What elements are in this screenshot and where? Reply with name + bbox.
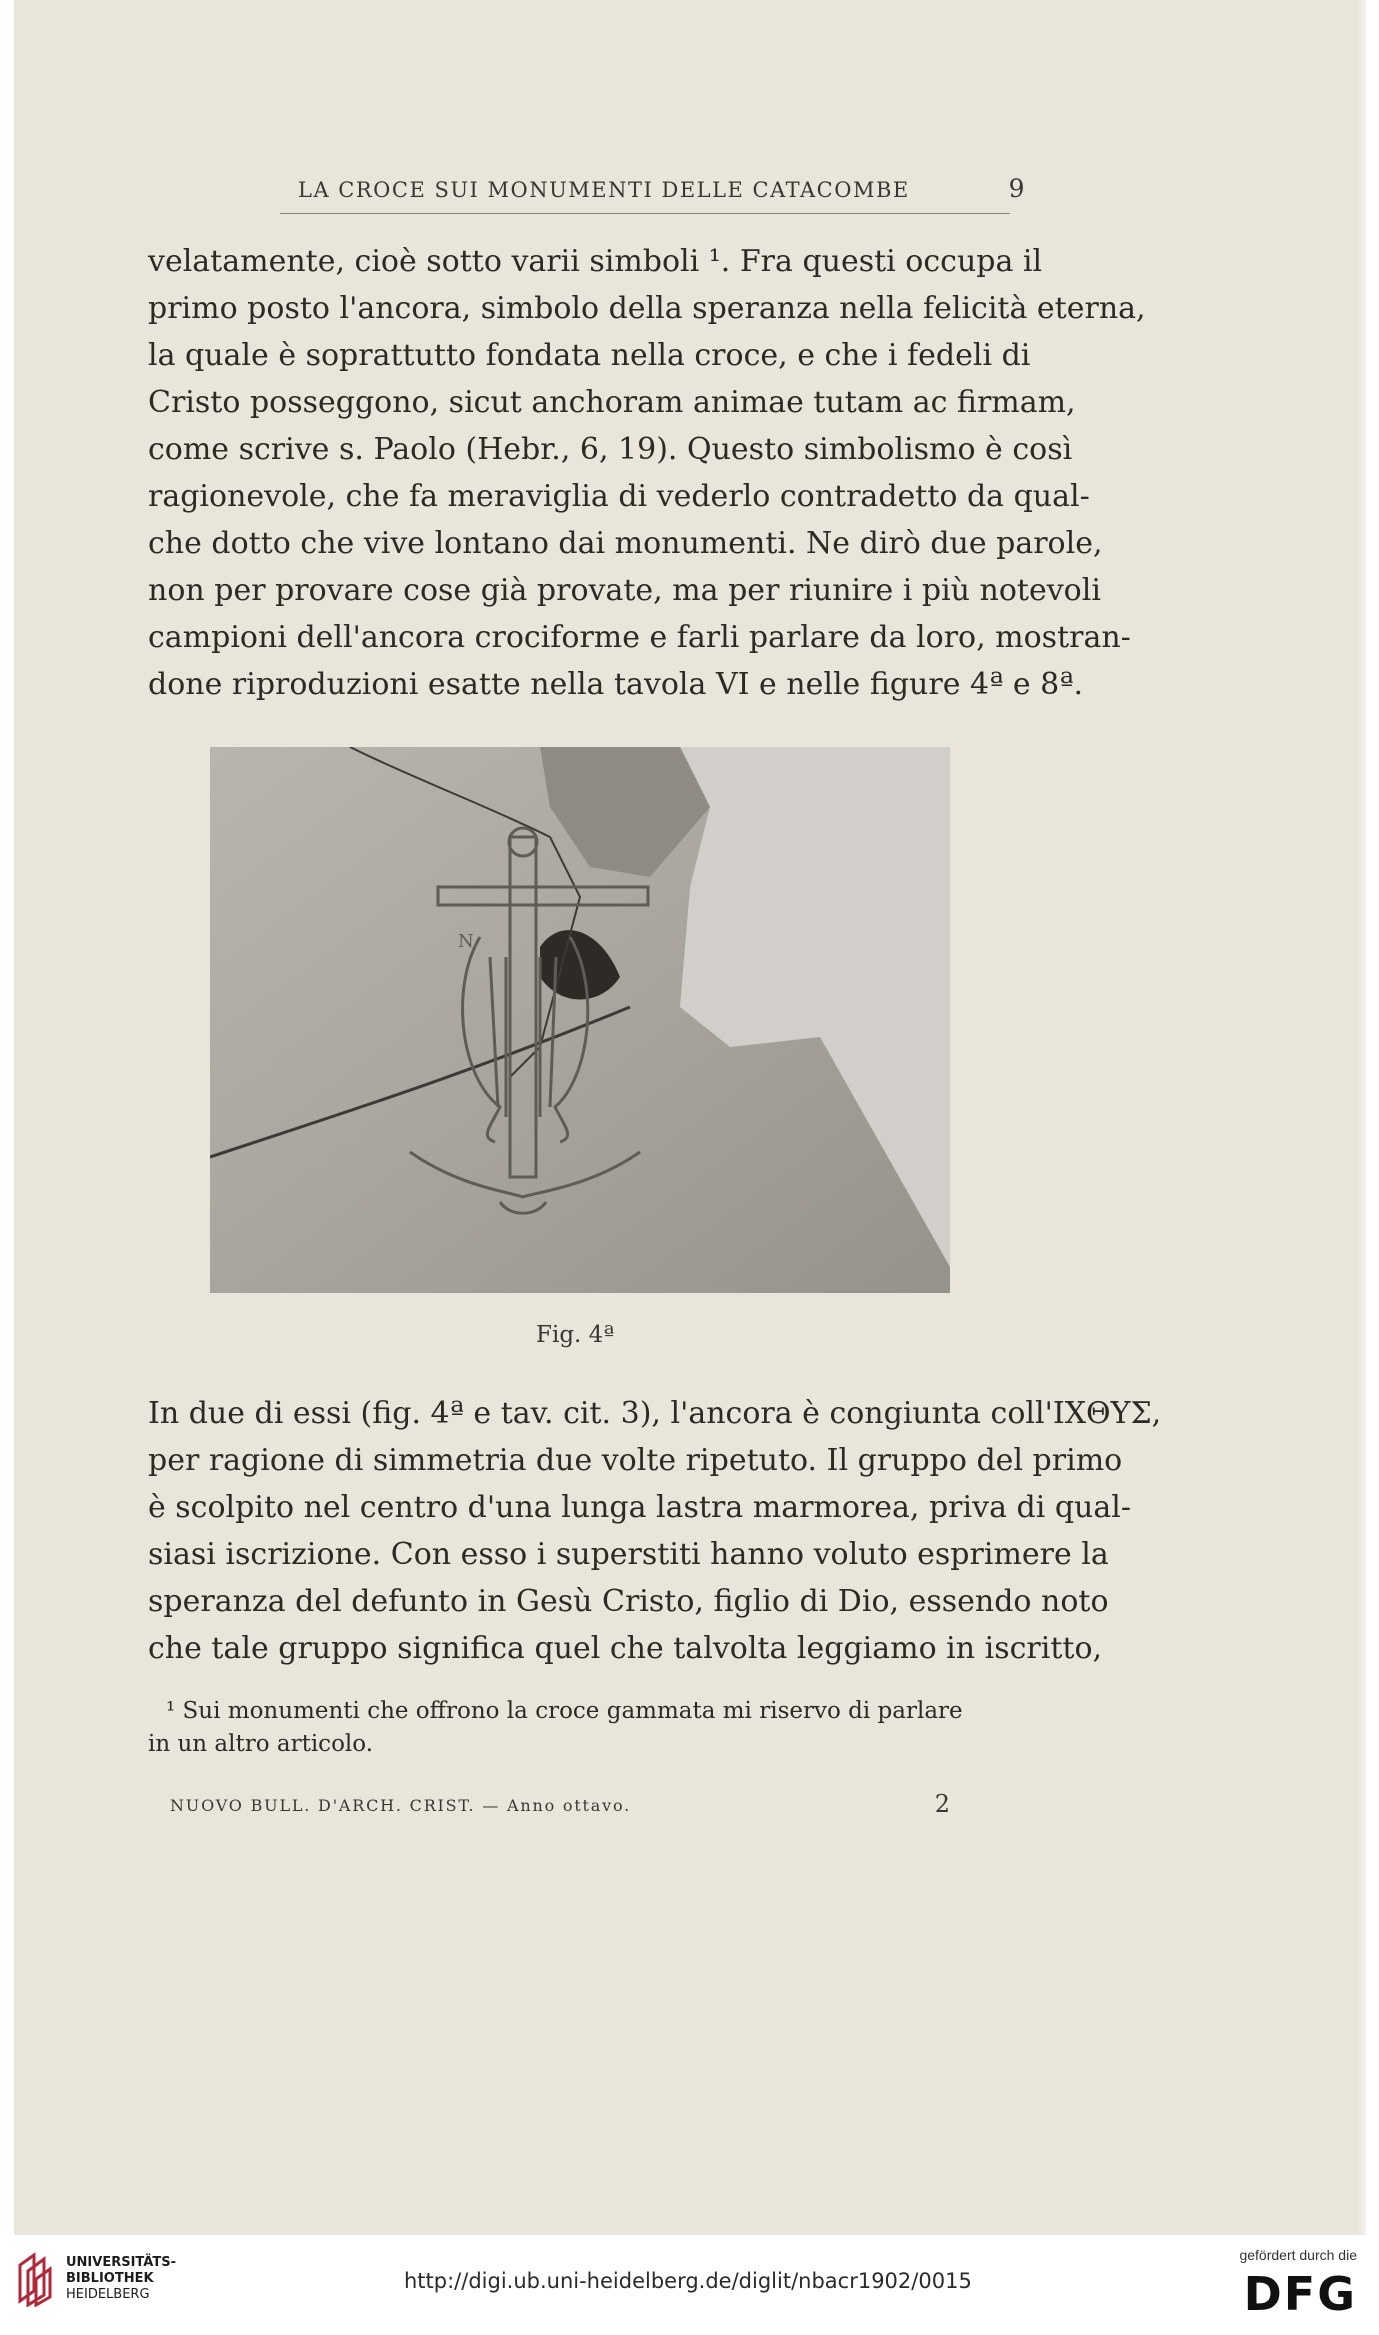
figure-caption: Fig. 4ª <box>536 1322 615 1348</box>
text-line: è scolpito nel centro d'una lunga lastra marmorea, priva di qual- <box>148 1490 1131 1525</box>
library-logo[interactable] <box>14 2251 176 2307</box>
printer-signature <box>170 1790 950 1818</box>
library-name-line: HEIDELBERG <box>66 2287 150 2302</box>
svg-text:Ν: Ν <box>458 931 474 952</box>
paragraph-1 <box>148 238 1146 708</box>
text-line: siasi iscrizione. Con esso i superstiti hanno voluto esprimere la <box>148 1537 1109 1572</box>
text-line: non per provare cose già provate, ma per riunire i più notevoli <box>148 573 1101 608</box>
permalink-url[interactable]: http://digi.ub.uni-heidelberg.de/diglit/nbacr1902/0015 <box>404 2269 972 2293</box>
figure-photograph <box>210 747 950 1293</box>
text-line: Cristo posseggono, sicut anchoram animae tutam ac firmam, <box>148 385 1076 420</box>
funding-block <box>1239 2247 1357 2321</box>
marble-slab-anchor-fish-icon <box>210 747 950 1293</box>
text-line: ragionevole, che fa meraviglia di vederlo contradetto da qual- <box>148 479 1090 514</box>
footnote-line: ¹ Sui monumenti che offrono la croce gammata mi riservo di parlare <box>166 1698 963 1724</box>
dfg-logo-icon[interactable]: DFG <box>1243 2267 1357 2321</box>
text-line: velatamente, cioè sotto varii simboli ¹. Fra questi occupa il <box>148 244 1043 279</box>
library-name-line: UNIVERSITÄTS- <box>66 2255 176 2270</box>
header-rule <box>280 213 1010 214</box>
funding-label: gefördert durch die <box>1239 2247 1357 2263</box>
text-line: la quale è soprattutto fondata nella croce, e che i fedeli di <box>148 338 1031 373</box>
text-line: In due di essi (fig. 4ª e tav. cit. 3), l'ancora è congiunta coll'ΙΧΘΥΣ, <box>148 1396 1162 1431</box>
text-line: done riproduzioni esatte nella tavola VI e nelle figure 4ª e 8ª. <box>148 667 1084 702</box>
text-line: come scrive s. Paolo (Hebr., 6, 19). Questo simbolismo è così <box>148 432 1073 467</box>
text-line: campioni dell'ancora crociforme e farli parlare da loro, mostran- <box>148 620 1131 655</box>
page-number: 9 <box>1008 174 1026 203</box>
viewer-footer <box>0 2235 1379 2335</box>
running-title: LA CROCE SUI MONUMENTI DELLE CATACOMBE <box>298 178 910 202</box>
text-line: che dotto che vive lontano dai monumenti. Ne dirò due parole, <box>148 526 1103 561</box>
signature-text: NUOVO BULL. D'ARCH. CRIST. — Anno ottavo. <box>170 1796 631 1815</box>
text-line: per ragione di simmetria due volte ripetuto. Il gruppo del primo <box>148 1443 1123 1478</box>
text-line: speranza del defunto in Gesù Cristo, figlio di Dio, essendo noto <box>148 1584 1109 1619</box>
signature-number: 2 <box>934 1790 950 1818</box>
heidelberg-library-logo-icon <box>14 2251 56 2307</box>
footnote <box>148 1695 1008 1761</box>
library-name-line: BIBLIOTHEK <box>66 2271 154 2286</box>
text-line: che tale gruppo significa quel che talvolta leggiamo in iscritto, <box>148 1631 1103 1666</box>
paragraph-2 <box>148 1390 1162 1672</box>
text-line: primo posto l'ancora, simbolo della speranza nella felicità eterna, <box>148 291 1146 326</box>
footnote-line: in un altro articolo. <box>148 1731 374 1757</box>
page-edge <box>1356 0 1366 2235</box>
